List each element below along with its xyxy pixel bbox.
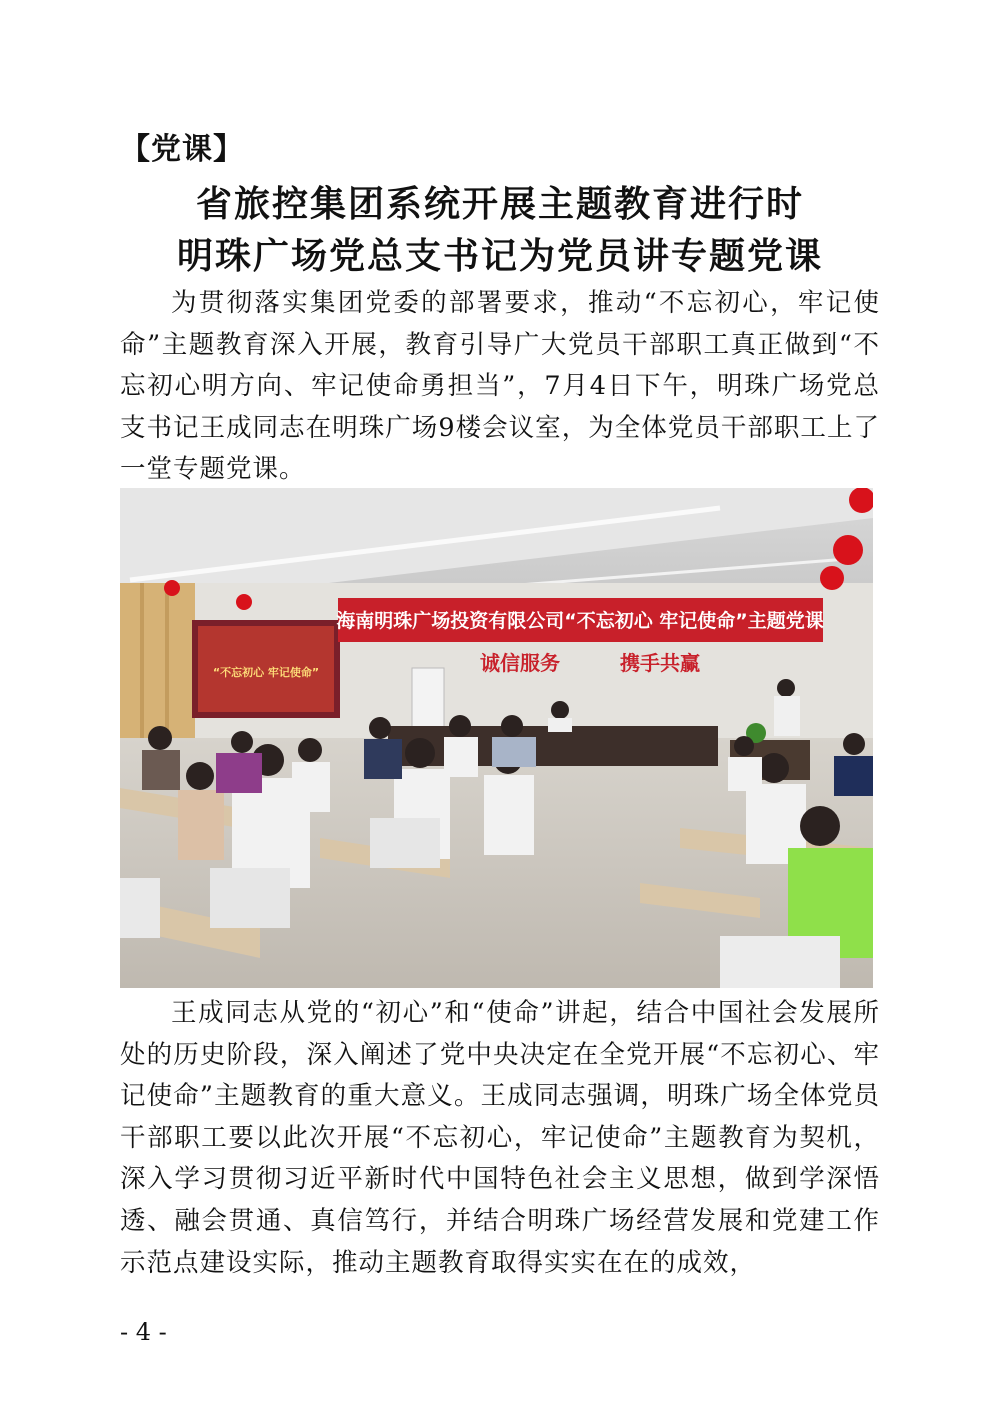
wall-slogan-1: 诚信服务 — [480, 651, 560, 675]
screen-text: “不忘初心 牢记使命” — [212, 666, 320, 679]
article-title-line-2: 明珠广场党总支书记为党员讲专题党课 — [176, 236, 823, 277]
page-number: - 4 - — [120, 1318, 167, 1346]
meeting-photo — [120, 488, 873, 988]
wall-slogan-2: 携手共赢 — [620, 651, 700, 675]
banner-text: 海南明珠广场投资有限公司“不忘初心 牢记使命”主题党课 — [336, 610, 824, 632]
article-title-line-1: 省旅控集团系统开展主题教育进行时 — [195, 184, 804, 225]
meeting-photo-illustration — [120, 488, 873, 988]
section-tag: 【党课】 — [120, 132, 244, 167]
paragraph-body: 王成同志从党的“初心”和“使命”讲起，结合中国社会发展所处的历史阶段，深入阐述了党中央决定在全党开展“不忘初心、牢记使命”主题教育的重大意义。王成同志强调，明珠广场全体党员干部职工要以此次开展“不忘初心，牢记使命”主题教育为契机，深入学习贯彻习近平新时代中国特色社会主义思想，做到学深悟透、融会贯通、真信笃行，并结合明珠广场经营发展和党建工作示范点建设实际，推动主题教育取得实实在在的成效， — [120, 998, 880, 1278]
paragraph-intro: 为贯彻落实集团党委的部署要求，推动“不忘初心，牢记使命”主题教育深入开展，教育引导广大党员干部职工真正做到“不忘初心明方向、牢记使命勇担当”，7月4日下午，明珠广场党总支书记王成同志在明珠广场9楼会议室，为全体党员干部职工上了一堂专题党课。 — [120, 288, 880, 485]
